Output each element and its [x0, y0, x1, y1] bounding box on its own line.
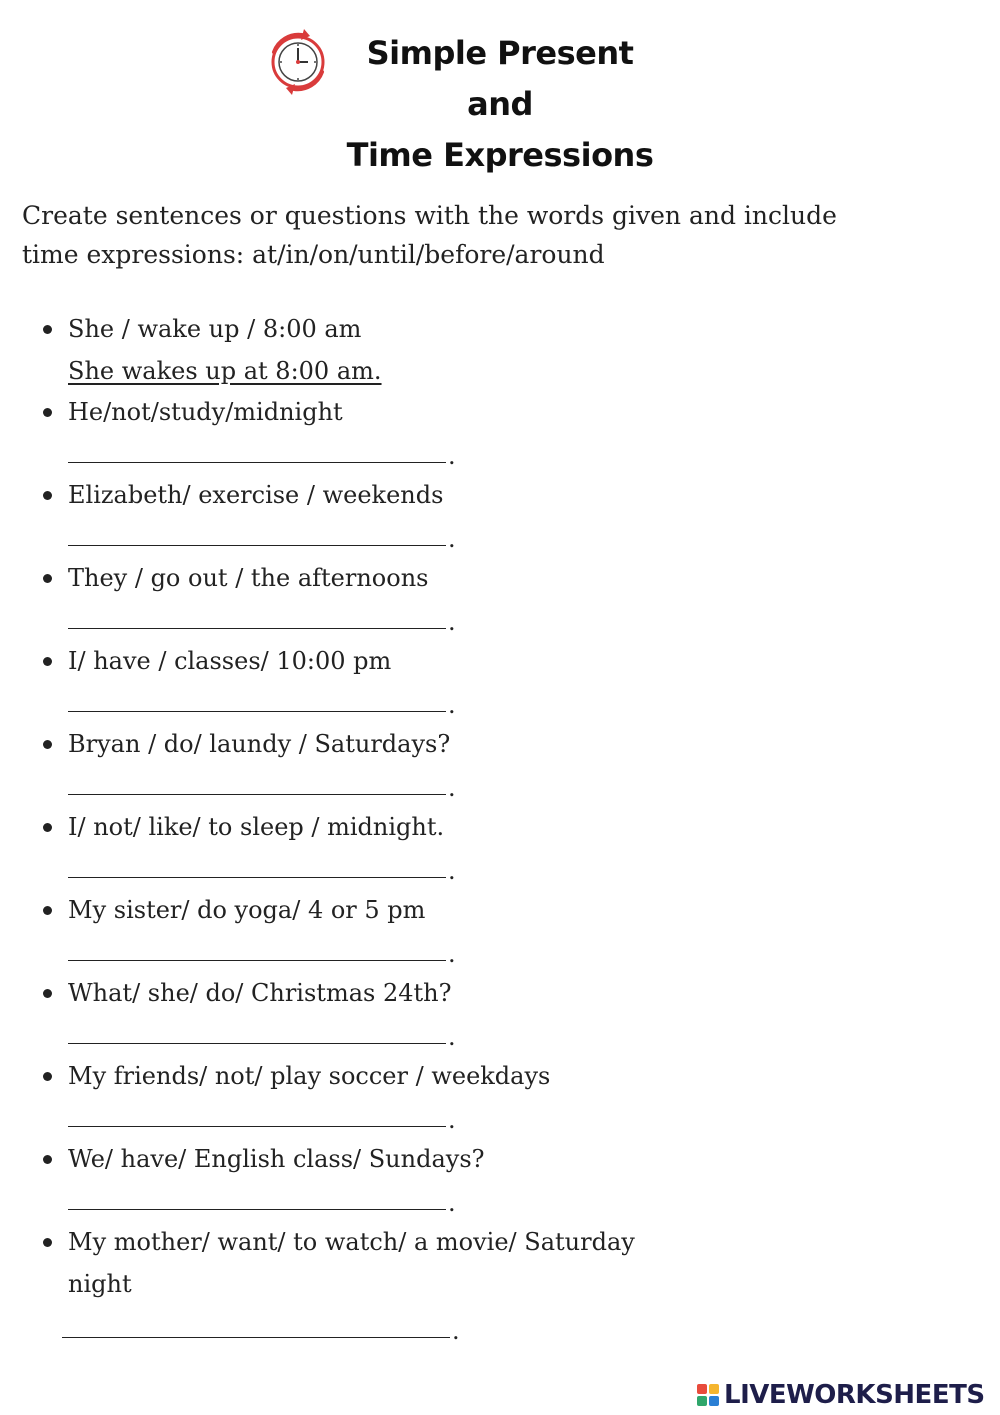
- answer-period: .: [448, 691, 456, 719]
- answer-blank[interactable]: [68, 711, 446, 712]
- answer-period: .: [452, 1317, 460, 1345]
- bullet: [43, 740, 52, 749]
- answer-period: .: [448, 1189, 456, 1217]
- answer-blank[interactable]: [68, 877, 446, 878]
- answer-period: .: [448, 1023, 456, 1051]
- exercise-prompt: They / go out / the afternoons: [68, 564, 429, 592]
- exercise-prompt-line-1: My mother/ want/ to watch/ a movie/ Saturday: [68, 1228, 635, 1256]
- answer-period: .: [448, 1106, 456, 1134]
- exercise-prompt: I/ not/ like/ to sleep / midnight.: [68, 813, 445, 841]
- bullet: [43, 657, 52, 666]
- exercise-prompt: He/not/study/midnight: [68, 398, 343, 426]
- bullet: [43, 325, 52, 334]
- bullet: [43, 491, 52, 500]
- answer-period: .: [448, 525, 456, 553]
- answer-blank[interactable]: [68, 794, 446, 795]
- exercise-prompt: My friends/ not/ play soccer / weekdays: [68, 1062, 551, 1090]
- answer-blank[interactable]: [68, 545, 446, 546]
- liveworksheets-logo-icon: [697, 1384, 721, 1408]
- exercise-prompt: My sister/ do yoga/ 4 or 5 pm: [68, 896, 426, 924]
- bullet: [43, 408, 52, 417]
- exercise-prompt: Elizabeth/ exercise / weekends: [68, 481, 444, 509]
- answer-blank[interactable]: [68, 1126, 446, 1127]
- liveworksheets-brand: LIVEWORKSHEETS: [724, 1380, 985, 1410]
- exercise-prompt: We/ have/ English class/ Sundays?: [68, 1145, 485, 1173]
- answer-blank[interactable]: [68, 960, 446, 961]
- instructions-line-1: Create sentences or questions with the words given and include: [22, 201, 837, 230]
- example-prompt: She / wake up / 8:00 am: [68, 315, 362, 343]
- instructions-line-2: time expressions: at/in/on/until/before/around: [22, 240, 605, 269]
- answer-period: .: [448, 774, 456, 802]
- answer-blank[interactable]: [68, 1209, 446, 1210]
- title-line-3: Time Expressions: [346, 136, 654, 174]
- bullet: [43, 1155, 52, 1164]
- example-answer: She wakes up at 8:00 am.: [68, 357, 382, 385]
- title-line-1: Simple Present: [366, 34, 634, 72]
- bullet: [43, 906, 52, 915]
- bullet: [43, 823, 52, 832]
- answer-period: .: [448, 857, 456, 885]
- answer-blank[interactable]: [62, 1337, 450, 1338]
- exercise-prompt-line-2: night: [68, 1270, 132, 1298]
- title-line-2: and: [467, 85, 533, 123]
- exercise-prompt: I/ have / classes/ 10:00 pm: [68, 647, 392, 675]
- answer-period: .: [448, 442, 456, 470]
- bullet: [43, 1072, 52, 1081]
- exercise-prompt: Bryan / do/ laundy / Saturdays?: [68, 730, 451, 758]
- answer-blank[interactable]: [68, 462, 446, 463]
- bullet: [43, 574, 52, 583]
- answer-period: .: [448, 940, 456, 968]
- exercise-prompt: What/ she/ do/ Christmas 24th?: [68, 979, 452, 1007]
- bullet: [43, 1238, 52, 1247]
- answer-blank[interactable]: [68, 628, 446, 629]
- answer-period: .: [448, 608, 456, 636]
- bullet: [43, 989, 52, 998]
- answer-blank[interactable]: [68, 1043, 446, 1044]
